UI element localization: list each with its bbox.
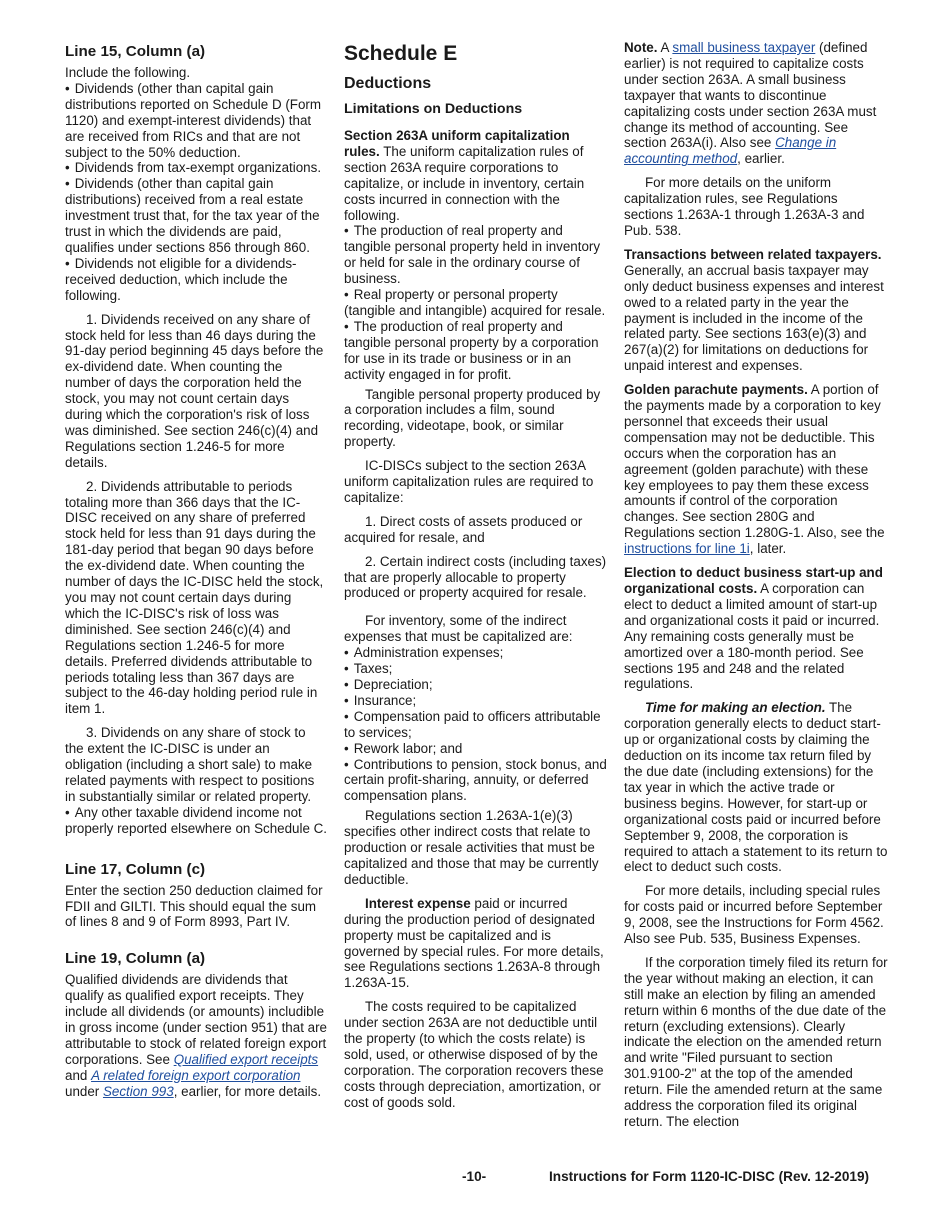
paragraph-line-17: Enter the section 250 deduction claimed for FDII and GILTI. This should equal the sum of lines 8 and 9 of Form 8993, Part IV. [65,882,323,930]
form-title-footer: Instructions for Form 1120-IC-DISC (Rev. 12-2019) [549,1169,870,1184]
bullet-item: • Dividends from tax-exempt organizations. [65,160,327,176]
paragraph-line-19: Qualified dividends are dividends that qualify as qualified export receipts. They include all dividends (or amounts) includible in gross income (under section 951) that are attributable to stock of related foreign export corporations. See Qualified export receipts and A related foreign export corporation under Section 993, earlier, for more details. [65,972,328,1099]
heading-limitations: Limitations on Deductions [344,101,523,117]
heading-line-15: Line 15, Column (a) [65,43,206,60]
link-related-foreign-export-corporation[interactable]: A related foreign export corporation [91,1067,301,1083]
paragraph-regulations: Regulations section 1.263A-1(e)(3) specifies other indirect costs that relate to production or resale activities that must be capitalized and those that may be currently deductible. [344,808,599,887]
paragraph-timely-filed: If the corporation timely filed its return for the year without making an election, it can still make an election by filing an amended return within 6 months of the due date of the return (excluding extensions). Clearly indicate the election on the amended return and write "Filed pursuant to section 301.9100-2" at the top of the amended return. File the amended return at the same address the corporation filed its original return. The election [624,954,888,1129]
bullet-item: • The production of real property and tangible personal property held in inventory or held for sale in the ordinary course of business. [344,223,608,287]
paragraph-election: Election to deduct business start-up and organizational costs. A corporation can elect to deduct a limited amount of start-up and organizational costs it paid or incurred. Any remaining costs generally must be amortized over a 180-month period. See sections 195 and 248 and the related regulations. [624,565,883,692]
bullet-item: • Real property or personal property (tangible and intangible) acquired for resale. [344,287,608,319]
column-right [624,40,888,1138]
paragraph-special-rules: For more details, including special rules for costs paid or incurred before September 9, 2008, see the Instructions for Form 4562. Also see Pub. 535, Business Expenses. [624,883,884,947]
link-instructions-line-1i[interactable]: instructions for line 1i [624,541,750,557]
list-item: • Administration expenses; [344,645,608,661]
bullet-item: • Dividends not eligible for a dividends-received deduction, which include the following. [65,256,327,304]
heading-line-17: Line 17, Column (c) [65,860,206,878]
schedule-title: Schedule E [344,42,458,65]
numbered-item: 2. Dividends attributable to periods totaling more than 366 days that the IC-DISC received on any share of preferred stock held for less than 91 days during the 181-day period that began 90 days before the ex-dividend date. When counting the number of days the IC-DISC held the stock, you may not count certain days during which the IC-DISC's risk of loss was diminished. See section 246(c)(4) and Regulations section 1.246-5 for more details. Preferred dividends attributable to periods totaling less than 367 days are subject to the 46-day holding period rule in item 1. [65,478,324,717]
intro-text: Include the following. [65,65,191,80]
heading-deductions: Deductions [344,75,432,92]
page-number: -10- [462,1169,487,1184]
paragraph-263a: Section 263A uniform capitalization rules. The uniform capitalization rules of section 263A require corporations to capitalize, or include in inventory, certain costs incurred in connection with the following. [344,128,585,223]
bullet-item: • Any other taxable dividend income not properly reported elsewhere on Schedule C. [65,805,327,837]
bullet-item: • The production of real property and tangible personal property by a corporation for use in its trade or business or in an activity engaged in for profit. [344,319,608,383]
numbered-item: 1. Dividends received on any share of stock held for less than 46 days during the 91-day period beginning 45 days before the ex-dividend date. When counting the number of days the corporation held the stock, you may not count certain days during which the corporation's risk of loss was diminished. See section 246(c)(4) and Regulations section 1.246-5 for more details. [65,311,324,470]
column-left [65,40,327,1108]
paragraph-time-election: Time for making an election. The corporation generally elects to deduct start-up or organizational costs by claiming the deduction on its income tax return filed by the due date (including extensions) for the tax year in which the active trade or business begins. However, for start-up or organizational costs paid or incurred before September 9, 2008, the corporation is required to attach a statement to its return to elect to deduct such costs. [624,700,888,875]
numbered-item: 1. Direct costs of assets produced or acquired for resale, and [344,513,583,545]
paragraph-related-taxpayers: Transactions between related taxpayers. Generally, an accrual basis taxpayer may only deduct business expenses and interest owed to a related party in the year the payment is included in the income of the related party. See sections 163(e)(3) and 267(a)(2) for limitations on deductions for unpaid interest and expenses. [624,246,884,374]
link-section-993[interactable]: Section 993 [102,1083,174,1099]
paragraph-costs: The costs required to be capitalized under section 263A are not deductible until the property (to which the costs relate) is sold, used, or otherwise disposed of by the corporation. The corporation recovers these costs through depreciation, amortization, or cost of goods sold. [344,999,604,1110]
column-middle [344,40,608,1119]
link-small-business-taxpayer[interactable]: small business taxpayer [672,40,816,55]
list-item: • Rework labor; and [344,741,608,757]
paragraph-inventory: For inventory, some of the indirect expenses that must be capitalized are: [344,613,573,645]
paragraph-note: Note. A small business taxpayer (defined earlier) is not required to capitalize costs under section 263A. A small business taxpayer that wants to discontinue capitalizing costs under section 263A must change its method of accounting. See section 263A(i). Also see Change in accounting method, earlier. [624,40,877,167]
link-qualified-export-receipts[interactable]: Qualified export receipts [173,1051,319,1067]
bullet-item: • Dividends (other than capital gain distributions reported on Schedule D (Form 1120) and exempt-interest dividends) that are received from RICs and that are not subject to the 50% deduction. [65,81,327,161]
numbered-item: 2. Certain indirect costs (including taxes) that are properly allocable to property produced or property acquired for resale. [344,553,607,601]
paragraph-tangible: Tangible personal property produced by a corporation includes a film, sound recording, videotape, book, or similar property. [344,386,601,450]
list-item: • Contributions to pension, stock bonus, and certain profit-sharing, annuity, or deferred compensation plans. [344,757,608,805]
heading-line-19: Line 19, Column (a) [65,950,206,968]
list-item: • Depreciation; [344,677,608,693]
paragraph-interest: Interest expense paid or incurred during the production period of designated property must be capitalized and is governed by special rules. For more details, see Regulations sections 1.263A-8 through 1.263A-15. [344,895,604,991]
paragraph-icdisc: IC-DISCs subject to the section 263A uniform capitalization rules are required to capitalize: [344,458,594,505]
list-item: • Insurance; [344,693,608,709]
bullet-item: • Dividends (other than capital gain distributions) received from a real estate investment trust that, for the tax year of the trust in which the dividends are paid, qualifies under sections 856 through 860. [65,176,327,256]
numbered-item: 3. Dividends on any share of stock to the extent the IC-DISC is under an obligation (including a short sale) to make related payments with respect to positions in substantially similar or related property. [65,725,315,804]
list-item: • Taxes; [344,661,608,677]
paragraph-more-details: For more details on the uniform capitalization rules, see Regulations sections 1.263A-1 through 1.263A-3 and Pub. 538. [624,175,865,238]
paragraph-golden-parachute: Golden parachute payments. A portion of the payments made by a corporation to key personnel that exceeds their usual compensation may not be deductible. This occurs when the corporation has an agreement (golden parachute) with these key employees to pay them these excess amounts if control of the corporation changes. See section 280G and Regulations section 1.280G-1. Also, see the instructions for line 1i, later. [624,382,885,557]
list-item: • Compensation paid to officers attributable to services; [344,709,608,741]
link-change-accounting-method[interactable]: Change in accounting method [624,135,837,167]
